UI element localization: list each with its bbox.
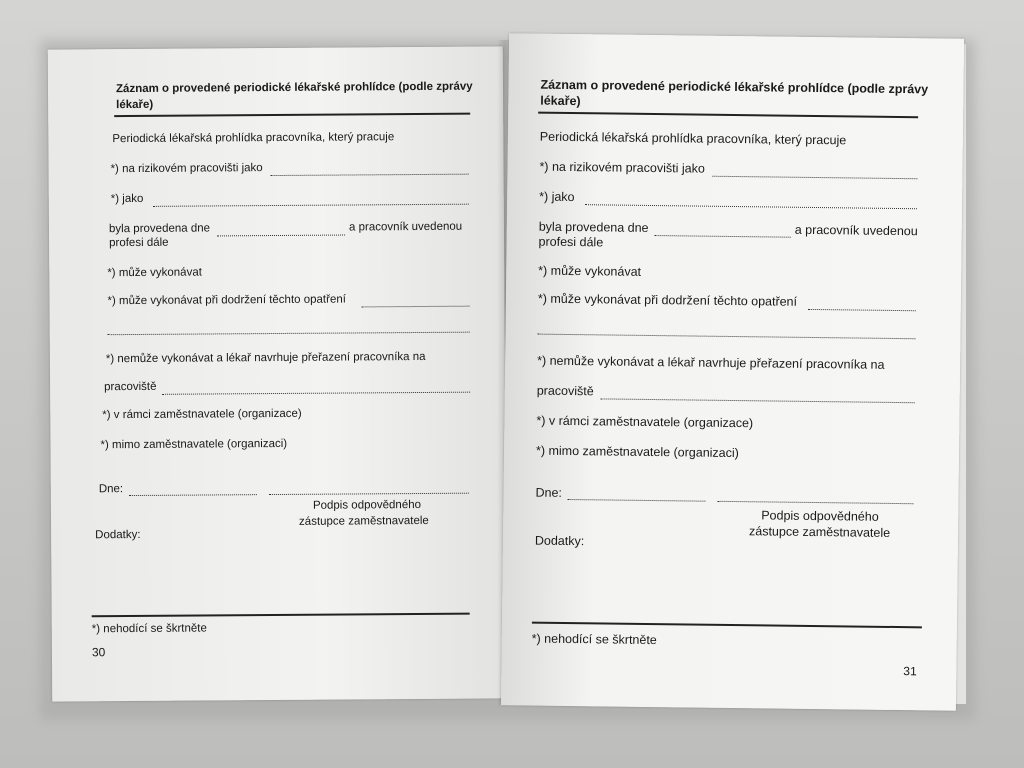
left-page-number: 30	[91, 645, 106, 660]
right-page-number: 31	[903, 664, 917, 679]
right-performed-label: byla provedena dne	[538, 219, 649, 235]
left-as-label: *) jako	[110, 192, 144, 206]
right-can: *) může vykonávat	[538, 263, 642, 279]
left-title-line2: lékaře)	[116, 98, 154, 112]
right-title-line2: lékaře)	[540, 93, 581, 109]
right-sign-line2: zástupce zaměstnavatele	[748, 524, 891, 540]
left-as-field[interactable]	[153, 204, 469, 207]
left-performed-label: byla provedena dne	[108, 222, 211, 236]
left-measures-field-2[interactable]	[108, 332, 470, 336]
right-can-cond: *) může vykonávat při dodržení těchto opatření	[537, 291, 798, 309]
left-date-field[interactable]	[129, 494, 257, 496]
left-title: Záznam o provedené periodické lékařské prohlídce (podle zprávy	[115, 80, 473, 96]
left-risk-field[interactable]	[271, 174, 469, 176]
right-as-label: *) jako	[539, 189, 575, 205]
right-within: *) v rámci zaměstnavatele (organizace)	[536, 413, 754, 431]
left-title-rule	[114, 113, 470, 117]
right-intro: Periodická lékařská prohlídka pracovníka, který pracuje	[539, 129, 847, 148]
left-sign-line2: zástupce zaměstnavatele	[298, 514, 429, 528]
right-signature-field[interactable]	[717, 501, 913, 504]
right-date-field[interactable]	[567, 499, 705, 502]
left-date-label: Dne:	[98, 483, 124, 496]
right-risk-field[interactable]	[712, 176, 917, 180]
right-page	[501, 33, 964, 711]
left-profession: profesi dále	[109, 236, 169, 250]
left-can: *) může vykonávat	[107, 266, 202, 280]
right-footnote-rule	[532, 622, 922, 629]
right-performed-rest: a pracovník uvedenou	[794, 222, 918, 239]
left-risk-label: *) na rizikovém pracovišti jako	[110, 162, 263, 176]
left-measures-field[interactable]	[362, 306, 470, 308]
left-sign-line1: Podpis odpovědného	[312, 499, 422, 512]
right-title-rule	[538, 112, 918, 119]
right-workplace-label: pracoviště	[536, 383, 594, 399]
right-cannot: *) nemůže vykonávat a lékař navrhuje přeřazení pracovníka na	[537, 353, 885, 372]
left-can-cond: *) může vykonávat při dodržení těchto opatření	[107, 293, 346, 308]
left-cannot: *) nemůže vykonávat a lékař navrhuje přeřazení pracovníka na	[105, 350, 426, 366]
right-addenda: Dodatky:	[534, 533, 585, 549]
left-page	[48, 46, 508, 701]
left-outside: *) mimo zaměstnavatele (organizaci)	[100, 437, 288, 452]
right-measures-field[interactable]	[808, 309, 916, 311]
right-risk-label: *) na rizikovém pracovišti jako	[539, 159, 705, 176]
left-within: *) v rámci zaměstnavatele (organizace)	[102, 407, 302, 422]
right-outside: *) mimo zaměstnavatele (organizaci)	[535, 443, 739, 461]
left-footnote: *) nehodící se škrtněte	[91, 622, 207, 636]
left-workplace-label: pracoviště	[104, 380, 157, 394]
right-as-field[interactable]	[585, 204, 917, 209]
left-footnote-rule	[92, 613, 470, 618]
left-date-performed-field[interactable]	[217, 235, 345, 237]
left-addenda: Dodatky:	[95, 528, 141, 542]
right-sign-line1: Podpis odpovědného	[761, 508, 879, 524]
right-footnote: *) nehodící se škrtněte	[531, 631, 657, 648]
left-workplace-field[interactable]	[162, 392, 470, 395]
left-performed-rest: a pracovník uvedenou	[348, 220, 463, 234]
left-signature-field[interactable]	[269, 493, 469, 495]
right-title: Záznam o provedené periodické lékařské prohlídce (podle zprávy	[540, 77, 929, 97]
right-profession: profesi dále	[538, 234, 604, 250]
right-date-label: Dne:	[535, 485, 563, 500]
right-measures-field-2[interactable]	[537, 334, 915, 340]
left-intro: Periodická lékařská prohlídka pracovníka, který pracuje	[112, 131, 395, 146]
right-workplace-field[interactable]	[601, 398, 915, 403]
right-date-performed-field[interactable]	[655, 235, 791, 238]
